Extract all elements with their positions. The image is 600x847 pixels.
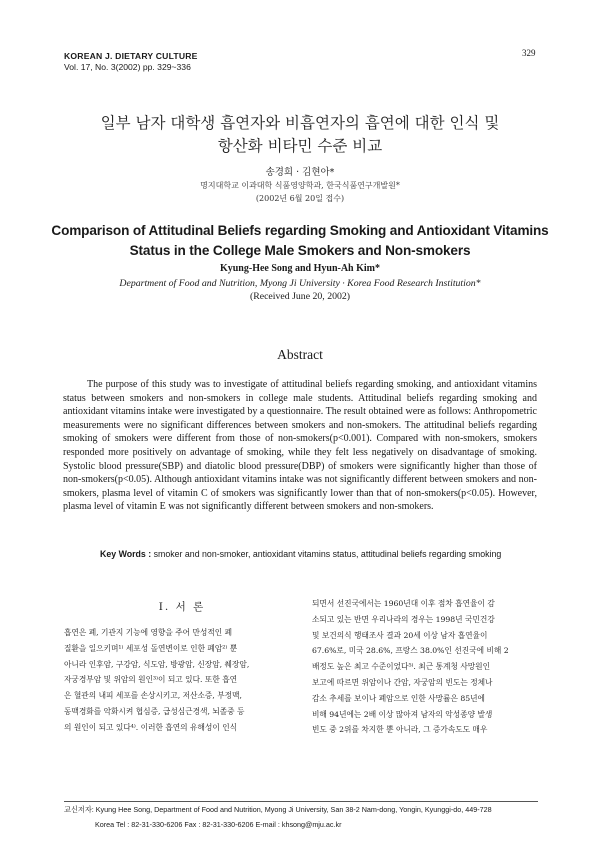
journal-volume: Vol. 17, No. 3(2002) pp. 329~336 bbox=[64, 62, 191, 72]
korean-received-date: (2002년 6월 20일 접수) bbox=[255, 194, 345, 203]
keywords-label: Key Words : bbox=[100, 549, 152, 559]
english-affiliation: Department of Food and Nutrition, Myong Ji University · Korea Food Research Institution* bbox=[119, 278, 481, 289]
english-authors: Kyung-Hee Song and Hyun-Ah Kim* bbox=[219, 263, 381, 274]
keywords bbox=[100, 549, 540, 559]
body-line: 되면서 선진국에서는 1960년대 이후 점차 흡연율이 감 bbox=[312, 599, 495, 608]
english-title bbox=[40, 221, 560, 261]
korean-title-line1: 일부 남자 대학생 흡연자와 비흡연자의 흡연에 대한 인식 및 bbox=[100, 114, 500, 132]
footnote-line2: Korea Tel : 82-31-330-6206 Fax : 82-31-330-6206 E-mail : khsong@mju.ac.kr bbox=[95, 819, 342, 829]
body-line: 동맥경화를 악화시켜 협심증, 급성심근경색, 뇌졸중 등 bbox=[64, 706, 245, 716]
body-line: 보고에 따르면 위암이나 간암, 자궁암의 빈도는 정체나 bbox=[312, 677, 493, 687]
body-line: 소되고 있는 반면 우리나라의 경우는 1998년 국민건강 bbox=[312, 614, 495, 624]
body-line: 감소 추세를 보이나 폐암으로 인한 사망률은 85년에 bbox=[312, 693, 485, 703]
body-line: 은 혈관의 내피 세포를 손상시키고, 저산소증, 부정맥, bbox=[64, 691, 242, 701]
korean-title bbox=[40, 112, 560, 158]
journal-name: KOREAN J. DIETARY CULTURE bbox=[64, 51, 198, 61]
abstract-heading: Abstract bbox=[277, 347, 323, 362]
english-title-line1: Comparison of Attitudinal Beliefs regarding Smoking and Antioxidant Vitamins bbox=[51, 223, 549, 238]
body-line: 67.6%로, 미국 28.6%, 프랑스 38.0%인 선진국에 비해 2 bbox=[312, 646, 509, 656]
korean-title-line2: 항산화 비타민 수준 비교 bbox=[217, 137, 383, 155]
body-line: 아니라 인후암, 구강암, 식도암, 방광암, 신장암, 췌장암, bbox=[64, 659, 250, 669]
body-line: 흡연은 폐, 기관지 기능에 영향을 주어 만성적인 폐 bbox=[64, 628, 233, 637]
english-title-line2: Status in the College Male Smokers and Non-smokers bbox=[129, 243, 471, 258]
journal-header bbox=[64, 51, 198, 73]
keywords-list: smoker and non-smoker, antioxidant vitamins status, attitudinal beliefs regarding smoking bbox=[153, 549, 502, 559]
body-column-right bbox=[312, 596, 538, 738]
korean-authors: 송경희 · 김현아* bbox=[265, 167, 335, 178]
body-line: 질환을 일으키며¹⁾ 세포성 돌연변이로 인한 폐암²⁾ 뿐 bbox=[64, 643, 238, 653]
body-line: 비해 94년에는 2배 이상 많아져 남자의 악성종양 발생 bbox=[312, 709, 493, 719]
footnote-line1: 교신저자: Kyung Hee Song, Department of Food and Nutrition, Myong Ji University, San 38-2 Nam-dong, Yongin, Kyunggi-do, 449-728 bbox=[64, 805, 492, 814]
body-line: 자궁경부암 및 위암의 원인³⁾이 되고 있다. 또한 흡연 bbox=[64, 675, 238, 685]
body-column-left bbox=[64, 625, 300, 736]
abstract-text: The purpose of this study was to investigate of attitudinal beliefs regarding smoking, and antioxidant vitamins status between smokers and non-smokers in college male students. Attitudinal beliefs regarding smoking and antioxidant vitamins intake were investigated by a questionnaire. The result obtained were as follows: Anthropometric measurements were no significant differences between smokers and non-smokers. The attitudinal beliefs regarding smoking of smokers were different from those of non-smokers(p<0.001). Compared with non-smokers, smokers responded more positively on advantage of smoking, while they felt less negatively on disadvantage of smoking. Systolic blood pressure(SBP) and diatolic blood pressure(DBP) of smokers were significantly higher than those of non-smokers(p<0.05). Although antioxidant vitamins intake was not significantly different between smokers and non-smokers, plasma level of vitamin C of smokers was significantly lower than that of non-smokers(p<0.05). However, plasma level of vitamin E was not significantly different between smokers and non-smokers. bbox=[63, 379, 537, 513]
corresponding-author-footnote bbox=[64, 803, 544, 832]
korean-affiliation: 명지대학교 이과대학 식품영양학과, 한국식품연구개발원* bbox=[200, 181, 400, 190]
body-line: 빈도 중 2위를 차지한 뿐 아니라, 그 증가속도도 매우 bbox=[312, 725, 488, 735]
english-received-date: (Received June 20, 2002) bbox=[249, 291, 351, 302]
body-line: 및 보건의식 행태조사 결과 20세 이상 남자 흡연율이 bbox=[312, 630, 488, 640]
body-line: 배정도 높은 최고 수준이었다⁵⁾. 최근 통계청 사망원인 bbox=[312, 662, 491, 672]
page-number: 329 bbox=[522, 48, 536, 58]
footnote-divider bbox=[64, 801, 538, 802]
body-line: 의 원인이 되고 있다⁴⁾. 이러한 흡연의 유해성이 인식 bbox=[64, 722, 238, 732]
section-heading-introduction: I. 서 론 bbox=[158, 601, 206, 613]
